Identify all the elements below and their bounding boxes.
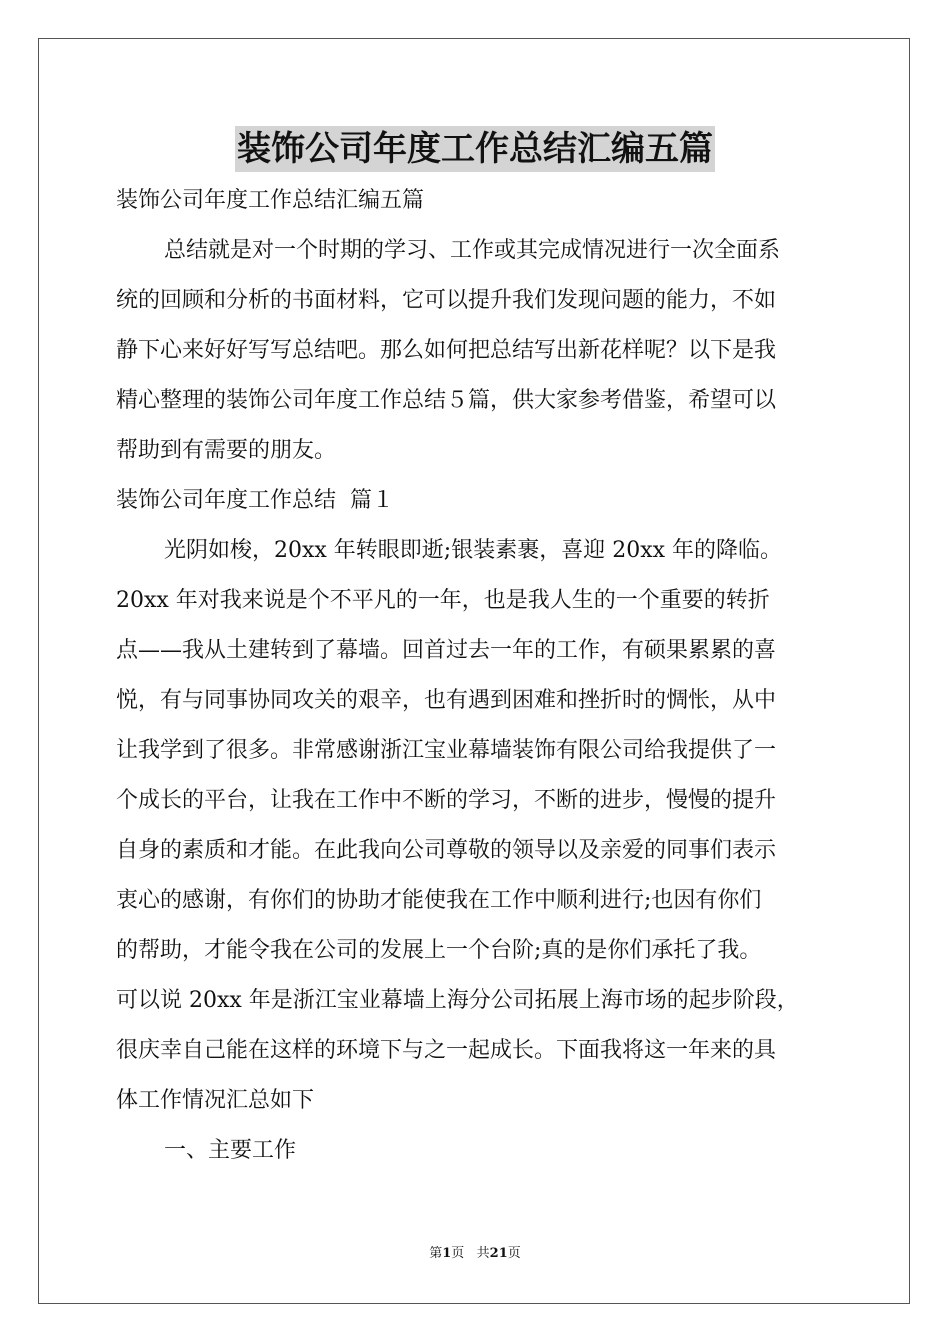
intro-paragraph — [116, 226, 836, 476]
body-line: 悦，有与同事协同攻关的艰辛，也有遇到困难和挫折时的惆怅，从中 — [116, 688, 777, 713]
body-line: 点——我从土建转到了幕墙。回首过去一年的工作，有硕果累累的喜 — [116, 638, 777, 663]
body-paragraph — [116, 526, 836, 1126]
body-line: 光阴如梭，20xx 年转眼即逝;银装素裹，喜迎 20xx 年的降临。 — [164, 538, 783, 563]
intro-line: 统的回顾和分析的书面材料，它可以提升我们发现问题的能力，不如 — [116, 288, 777, 313]
intro-line: 帮助到有需要的朋友。 — [116, 438, 337, 463]
body-line: 衷心的感谢，有你们的协助才能使我在工作中顺利进行;也因有你们 — [116, 888, 762, 913]
document-subtitle: 装饰公司年度工作总结汇编五篇 — [116, 188, 425, 213]
footer-page-number: 1 — [442, 1246, 452, 1261]
intro-line: 静下心来好好写写总结吧。那么如何把总结写出新花样呢？以下是我 — [116, 338, 777, 363]
body-line: 可以说 20xx 年是浙江宝业幕墙上海分公司拓展上海市场的起步阶段， — [116, 988, 799, 1013]
body-line: 让我学到了很多。非常感谢浙江宝业幕墙装饰有限公司给我提供了一 — [116, 738, 777, 763]
footer-mid: 页 共 — [451, 1246, 490, 1261]
list-heading: 一、主要工作 — [164, 1138, 297, 1163]
document-title: 装饰公司年度工作总结汇编五篇 — [235, 126, 715, 172]
body-line: 20xx 年对我来说是个不平凡的一年，也是我人生的一个重要的转折 — [116, 588, 770, 613]
page-footer — [0, 1244, 950, 1264]
title-container — [0, 126, 950, 172]
intro-line: 精心整理的装饰公司年度工作总结５篇，供大家参考借鉴，希望可以 — [116, 388, 777, 413]
body-line: 个成长的平台，让我在工作中不断的学习，不断的进步，慢慢的提升 — [116, 788, 777, 813]
body-line: 自身的素质和才能。在此我向公司尊敬的领导以及亲爱的同事们表示 — [116, 838, 777, 863]
document-body — [116, 176, 836, 1176]
intro-line: 总结就是对一个时期的学习、工作或其完成情况进行一次全面系 — [164, 238, 781, 263]
body-line: 的帮助，才能令我在公司的发展上一个台阶;真的是你们承托了我。 — [116, 938, 762, 963]
body-line: 很庆幸自己能在这样的环境下与之一起成长。下面我将这一年来的具 — [116, 1038, 777, 1063]
footer-prefix: 第 — [429, 1246, 443, 1261]
body-line: 体工作情况汇总如下 — [116, 1088, 315, 1113]
section-heading: 装饰公司年度工作总结 篇１ — [116, 488, 394, 513]
footer-total-pages: 21 — [489, 1246, 508, 1261]
footer-suffix: 页 — [507, 1246, 521, 1261]
